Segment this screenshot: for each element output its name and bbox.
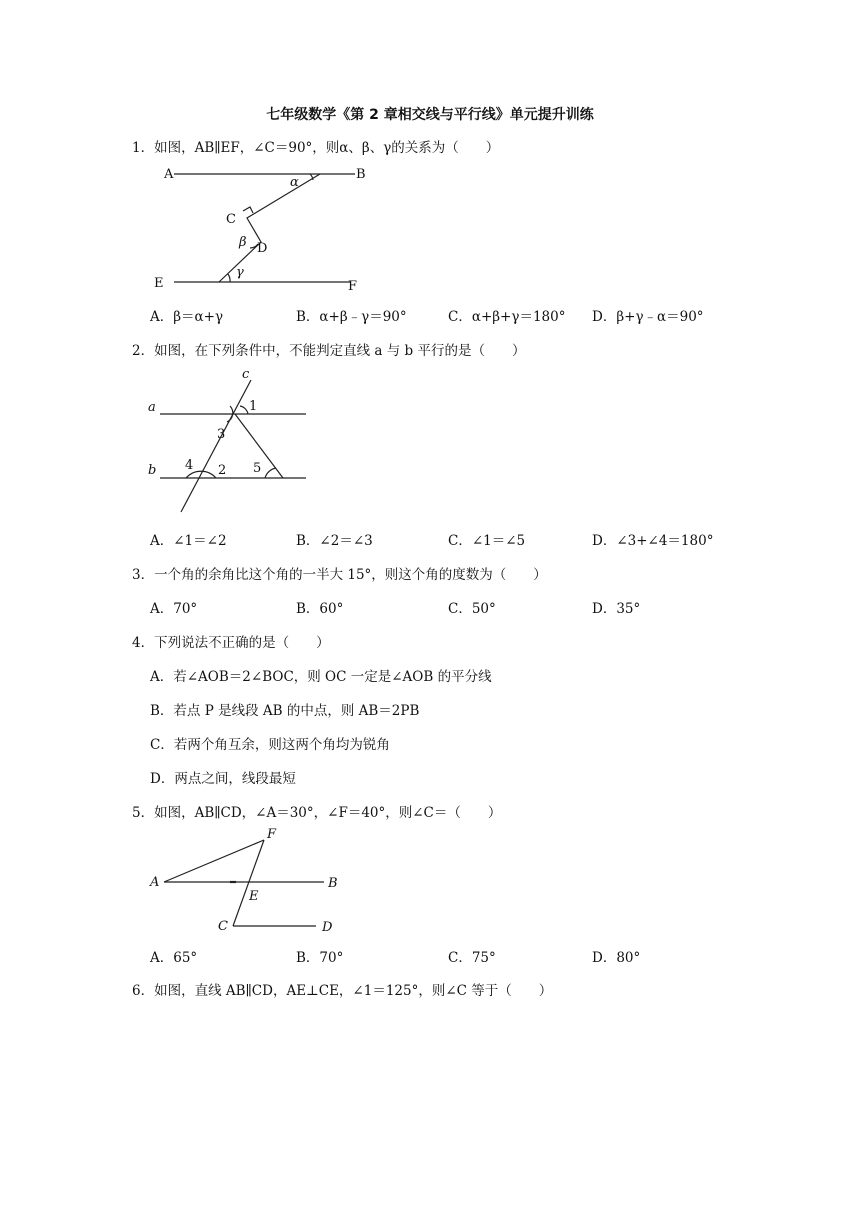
q1-option-c[interactable]: C．α+β+γ＝180°: [448, 309, 566, 325]
q3-option-c[interactable]: C．50°: [448, 601, 496, 617]
q3-option-d[interactable]: D．35°: [592, 601, 641, 617]
q5-option-c[interactable]: C．75°: [448, 950, 496, 966]
q2-option-d[interactable]: D．∠3+∠4＝180°: [592, 533, 714, 549]
q4-option-a[interactable]: A．若∠AOB＝2∠BOC，则 OC 一定是∠AOB 的平分线: [150, 669, 492, 685]
question-5-text: 5．如图，AB∥CD，∠A＝30°，∠F＝40°，则∠C＝（ ）: [132, 805, 502, 821]
q1-label-F: F: [348, 279, 358, 294]
q1-option-b[interactable]: B．α+β﹣γ＝90°: [296, 309, 407, 325]
q1-label-C: C: [226, 212, 236, 227]
q5-label-C: C: [218, 919, 228, 934]
q2-label-4: 4: [185, 458, 194, 473]
q2-option-c[interactable]: C．∠1＝∠5: [448, 533, 526, 549]
q2-label-c: c: [242, 367, 250, 382]
q5-label-D: D: [322, 920, 333, 935]
q2-label-b: b: [148, 463, 157, 478]
q2-label-3: 3: [217, 427, 226, 442]
q2-label-2: 2: [218, 463, 227, 478]
q2-label-5: 5: [253, 461, 262, 476]
q1-label-alpha: α: [290, 175, 299, 190]
q1-label-A: A: [164, 167, 174, 182]
q5-option-d[interactable]: D．80°: [592, 950, 641, 966]
q4-option-d[interactable]: D．两点之间，线段最短: [150, 771, 296, 787]
q1-label-D: D: [257, 241, 268, 256]
question-2-text: 2．如图，在下列条件中，不能判定直线 a 与 b 平行的是（ ）: [132, 343, 526, 359]
q1-label-gamma: γ: [236, 265, 244, 280]
question-5-figure: [146, 826, 346, 936]
q1-label-B: B: [356, 167, 366, 182]
q2-option-b[interactable]: B．∠2＝∠3: [296, 533, 373, 549]
q1-label-beta: β: [239, 235, 247, 250]
question-1-text: 1．如图，AB∥EF，∠C＝90°，则α、β、γ的关系为（ ）: [132, 140, 500, 156]
q4-option-c[interactable]: C．若两个角互余，则这两个角均为锐角: [150, 737, 390, 753]
q5-label-B: B: [328, 876, 338, 891]
q5-option-b[interactable]: B．70°: [296, 950, 344, 966]
page-title: 七年级数学《第 2 章相交线与平行线》单元提升训练: [266, 107, 594, 123]
q5-label-F: F: [267, 827, 277, 842]
question-3-text: 3．一个角的余角比这个角的一半大 15°，则这个角的度数为（ ）: [132, 567, 547, 583]
q3-option-b[interactable]: B．60°: [296, 601, 344, 617]
q5-label-A: A: [150, 875, 160, 890]
q5-label-E: E: [249, 889, 259, 904]
q5-option-a[interactable]: A．65°: [150, 950, 198, 966]
q1-option-a[interactable]: A．β＝α+γ: [150, 309, 224, 325]
question-4-text: 4．下列说法不正确的是（ ）: [132, 635, 330, 651]
q2-option-a[interactable]: A．∠1＝∠2: [150, 533, 227, 549]
question-2-figure: [148, 366, 318, 516]
q2-label-a: a: [148, 400, 156, 415]
question-6-text: 6．如图，直线 AB∥CD，AE⊥CE，∠1＝125°，则∠C 等于（ ）: [132, 983, 553, 999]
q2-label-1: 1: [249, 399, 258, 414]
q3-option-a[interactable]: A．70°: [150, 601, 198, 617]
q1-option-d[interactable]: D．β+γ﹣α＝90°: [592, 309, 704, 325]
q1-label-E: E: [154, 276, 164, 291]
q4-option-b[interactable]: B．若点 P 是线段 AB 的中点，则 AB＝2PB: [150, 703, 420, 719]
question-1-figure: [150, 160, 380, 300]
